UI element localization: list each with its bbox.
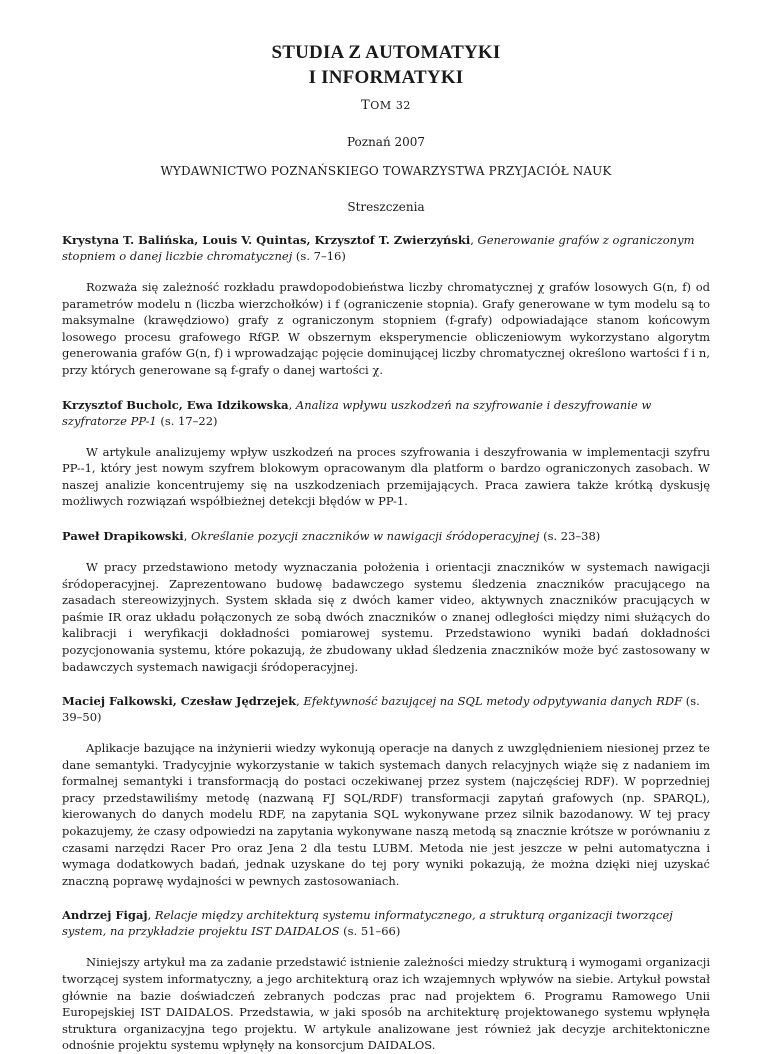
place-year: Poznań 2007 — [346, 135, 426, 149]
entry-authors: Paweł Drapikowski — [62, 528, 184, 543]
volume-rest: OM 32 — [370, 99, 412, 112]
citation — [62, 232, 710, 264]
document-page — [0, 40, 768, 1053]
entry-abstract: Niniejszy artykuł ma za zadanie przedstawić istnienie zależności miedzy strukturą i wymogami organizacji tworzącej system informatyczny, a jego architekturą oraz ich wzajemnych wpływów na siebie. Artykuł powstał głównie na bazie doświadczeń zebranych podczas prac nad projektem 6. Programu Ramowego Unii Europejskiej IST DAIDALOS. Przedstawia, w jaki sposób na architekturę projektowanego systemu wpłynęła struktura organizacyjna tego projektu. W artykule analizowane jest również jak decyzje architektoniczne odnośnie projektu systemu wpłynęły na konsorcjum DAIDALOS. — [62, 955, 710, 1053]
citation-separator: , — [288, 397, 296, 412]
entry-abstract: Aplikacje bazujące na inżynierii wiedzy wykonują operacje na danych z uwzględnieniem niesionej przez te dane semantyki. Tradycyjnie wykorzystanie w takich systemach danych relacyjnych wiąże się z nadaniem im formalnej semantyki i transformacją do postaci oczekiwanej przez system (najczęściej RDF). W poprzedniej pracy przedstawiliśmy metodę (nazwaną FJ SQL/RDF) transformacji zapytań grafowych (np. SPARQL), kierowanych do danych modelu RDF, na zapytania SQL wykonywane przez silnik bazodanowy. W tej pracy pokazujemy, że czasy odpowiedzi na zapytania wykonywane naszą metodą są znacznie krótsze w porównaniu z czasami narzędzi Racer Pro oraz Jena 2 dla testu LUBM. Metoda nie jest jeszcze w pełni automatyczna i wymaga dodatkowych badań, jednak uzyskane do tej pory wyniki pokazują, że można dzięki niej uzyskać znaczną poprawę wydajności w pewnych zastosowaniach. — [62, 741, 710, 888]
entry-pages: (s. 23–38) — [539, 528, 601, 543]
citation — [62, 693, 710, 725]
citation — [62, 397, 710, 429]
entry-authors: Krystyna T. Balińska, Louis V. Quintas, Krzysztof T. Zwierzyński — [62, 233, 471, 247]
citation-separator: , — [296, 694, 304, 709]
publisher: WYDAWNICTWO POZNAŃSKIEGO TOWARZYSTWA PRZYJACIÓŁ NAUK — [160, 164, 612, 178]
entry-title: Efektywność bazującej na SQL metody odpytywania danych RDF — [303, 694, 683, 709]
journal-header — [62, 40, 710, 178]
abstract-entry — [62, 693, 710, 889]
section-title: Streszczenia — [347, 200, 425, 214]
entry-abstract: W artykule analizujemy wpływ uszkodzeń na proces szyfrowania i deszyfrowania w implementacji szyfru PP--1, który jest nowym szyfrem blokowym opracowanym dla platform o bardzo ograniczonych zasobach. W naszej analizie koncentrujemy się na uszkodzeniach przemijających. Praca zawiera także krótką dyskusję możliwych rozwiązań współbieżnej detekcji błędów w PP-1. — [62, 444, 710, 509]
entry-title: Relacje między architekturą systemu informatycznego, a strukturą organizacji tworzącej system, na przykładzie projektu IST DAIDALOS — [62, 908, 673, 939]
volume-initial: T — [360, 98, 371, 113]
citation — [62, 907, 710, 939]
citation-separator: , — [183, 528, 191, 543]
journal-title — [62, 40, 710, 90]
entry-pages: (s. 17–22) — [156, 413, 218, 428]
journal-title-line2: I INFORMATYKI — [308, 67, 464, 88]
entry-authors: Andrzej Figaj — [62, 908, 148, 923]
entry-title: Generowanie grafów z ograniczonym stopniem o danej liczbie chromatycznej — [62, 233, 695, 263]
entry-pages: (s. 39–50) — [62, 694, 700, 725]
entry-abstract: W pracy przedstawiono metody wyznaczania położenia i orientacji znaczników w systemach nawigacji śródoperacyjnej. Zaprezentowano budowę badawczego systemu śledzenia znaczników pracującego na zasadach stereowizyjnych. System składa się z dwóch kamer video, aktywnych znaczników pracujących w paśmie IR oraz układu połączonych ze sobą dwóch znaczników o znanej odległości między nimi służących do kalibracji i weryfikacji dokładności pomiarowej systemu. Przedstawiono wyniki badań dokładności pozycjonowania systemu, które pokazują, że zbudowany układ śledzenia znaczników może być zastosowany w badawczych systemach nawigacji śródoperacyjnej. — [62, 559, 710, 674]
citation-separator: , — [147, 908, 155, 923]
citation — [62, 528, 710, 544]
entry-abstract: Rozważa się zależność rozkładu prawdopodobieństwa liczby chromatycznej χ grafów losowych G(n, f) od parametrów modelu n (liczba wierzchołków) i f (ograniczenie stopnia). Grafy generowane w tym modelu są to maksymalne (krawędziowo) grafy z ograniczonym stopniem (f-grafy) odpowiadające stanom końcowym losowego procesu grafowego RfGP. W obszernym eksperymencie obliczeniowym wykorzystano algorytm generowania grafów G(n, f) i wprowadzając pojęcie dominującej liczby chromatycznej określono wartości f i n, przy których generowane są f-grafy o danej wartości χ. — [62, 280, 710, 377]
abstract-entry — [62, 528, 710, 675]
entry-authors: Maciej Falkowski, Czesław Jędrzejek — [62, 694, 297, 709]
entry-title: Analiza wpływu uszkodzeń na szyfrowanie i deszyfrowanie w szyfratorze PP-1 — [62, 397, 652, 428]
abstract-entry — [62, 907, 710, 1054]
journal-title-line1: STUDIA Z AUTOMATYKI — [271, 42, 501, 63]
volume-number — [62, 98, 710, 113]
abstract-entry — [62, 232, 710, 379]
abstract-entry — [62, 397, 710, 510]
entry-authors: Krzysztof Bucholc, Ewa Idzikowska — [62, 397, 289, 412]
entry-pages: (s. 51–66) — [339, 924, 401, 939]
entry-title: Określanie pozycji znaczników w nawigacji śródoperacyjnej — [191, 528, 540, 543]
citation-separator: , — [470, 233, 478, 247]
entry-pages: (s. 7–16) — [292, 249, 346, 263]
